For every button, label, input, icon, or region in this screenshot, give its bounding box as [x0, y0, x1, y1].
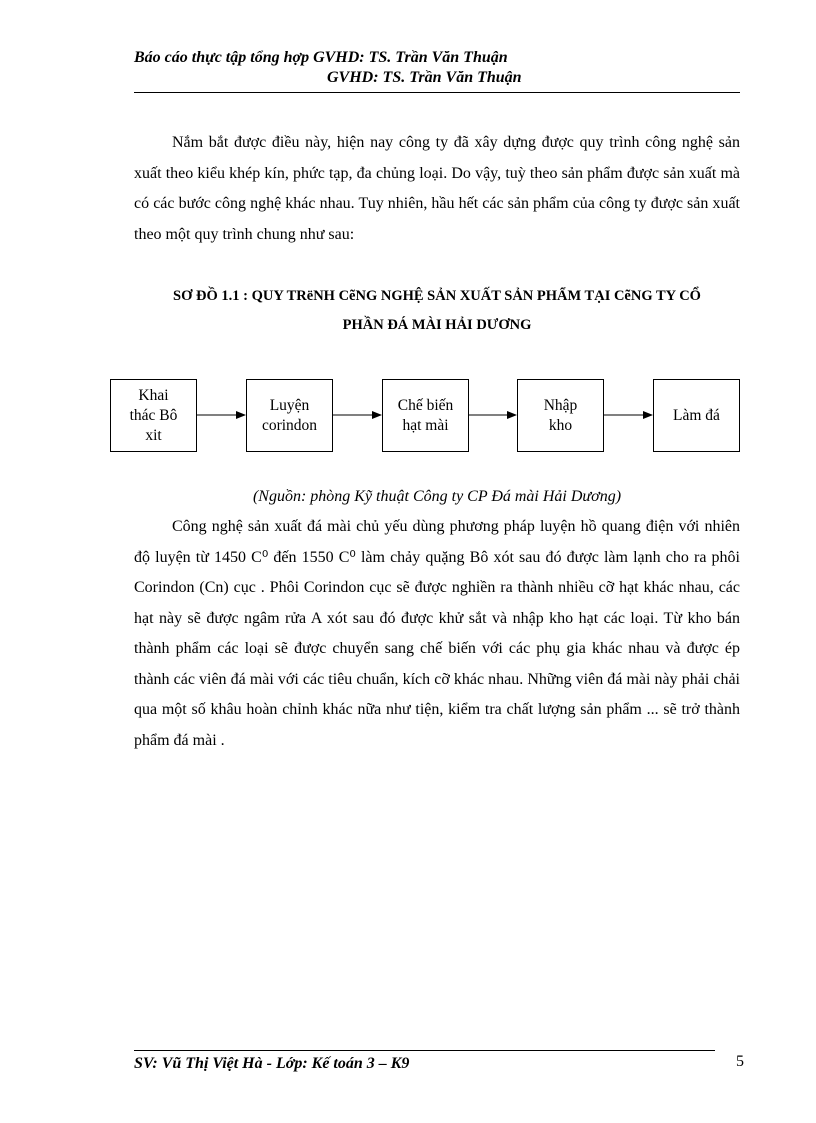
flow-step-text: thác Bô [129, 406, 178, 424]
flow-step-text: kho [548, 416, 573, 434]
header-line-2: GVHD: TS. Trần Văn Thuận [327, 69, 522, 86]
flow-step-text: Nhập [543, 396, 578, 414]
body-paragraph: Công nghệ sản xuất đá mài chủ yếu dùng phương pháp luyện hồ quang điện với nhiên độ luyện từ 1450 C⁰ đến 1550 C⁰ làm chảy quặng Bô xót sau đó được làm lạnh cho ra phôi Corindon (Cn) cục . Phôi Corindon cục sẽ được nghiền ra thành nhiều cỡ hạt khác nhau, các hạt này sẽ được ngâm rửa A xót sau đó được khử sắt và nhập kho hạt các loại. Từ kho bán thành phẩm các loại sẽ được chuyển sang chế biến với các phụ gia khác nhau và được ép thành các viên đá mài với các tiêu chuẩn, kích cỡ khác nhau. Những viên đá mài này phải chải qua một số khâu hoàn chỉnh khác nữa như tiện, kiểm tra chất lượng sản phẩm ... sẽ trở thành phẩm đá mài . [134, 518, 740, 749]
flow-step-processing [382, 379, 469, 452]
flow-step-stone-making [653, 379, 740, 452]
flow-step-smelting [246, 379, 333, 452]
diagram-title-line-1: SƠ ĐỒ 1.1 : QUY TRëNH CẽNG NGHỆ SẢN XUẤT SẢN PHẨM TẠI CẽNG TY CỔ [173, 288, 701, 304]
flow-step-text: Chế biến [397, 396, 454, 414]
flow-step-warehousing [517, 379, 604, 452]
footer-author: SV: Vũ Thị Việt Hà - Lớp: Kế toán 3 – K9 [134, 1055, 410, 1072]
source-note: (Nguồn: phòng Kỹ thuật Công ty CP Đá mài Hải Dương) [252, 488, 622, 505]
flow-step-text: hạt mài [402, 416, 449, 434]
diagram-title-line-2: PHẦN ĐÁ MÀI HẢI DƯƠNG [342, 317, 532, 333]
flow-step-text: Khai [138, 386, 169, 404]
intro-paragraph: Nắm bắt được điều này, hiện nay công ty đã xây dựng được quy trình công nghệ sản xuất theo kiểu khép kín, phức tạp, đa chủng loại. Do vậy, tuỳ theo sản phẩm được sản xuất mà có các bước công nghệ khác nhau. Tuy nhiên, hầu hết các sản phẩm của công ty được sản xuất theo một quy trình chung như sau: [134, 134, 740, 243]
flow-step-text: corindon [261, 416, 318, 434]
footer-rule [134, 1050, 715, 1051]
page-number: 5 [736, 1053, 744, 1070]
flow-step-text: Luyện [269, 396, 310, 414]
flow-step-text: xit [145, 426, 162, 444]
flow-step-mining [110, 379, 197, 452]
flow-step-text: Làm đá [673, 406, 720, 424]
header-line-1: Báo cáo thực tập tổng hợp GVHD: TS. Trần Văn Thuận [134, 49, 508, 66]
